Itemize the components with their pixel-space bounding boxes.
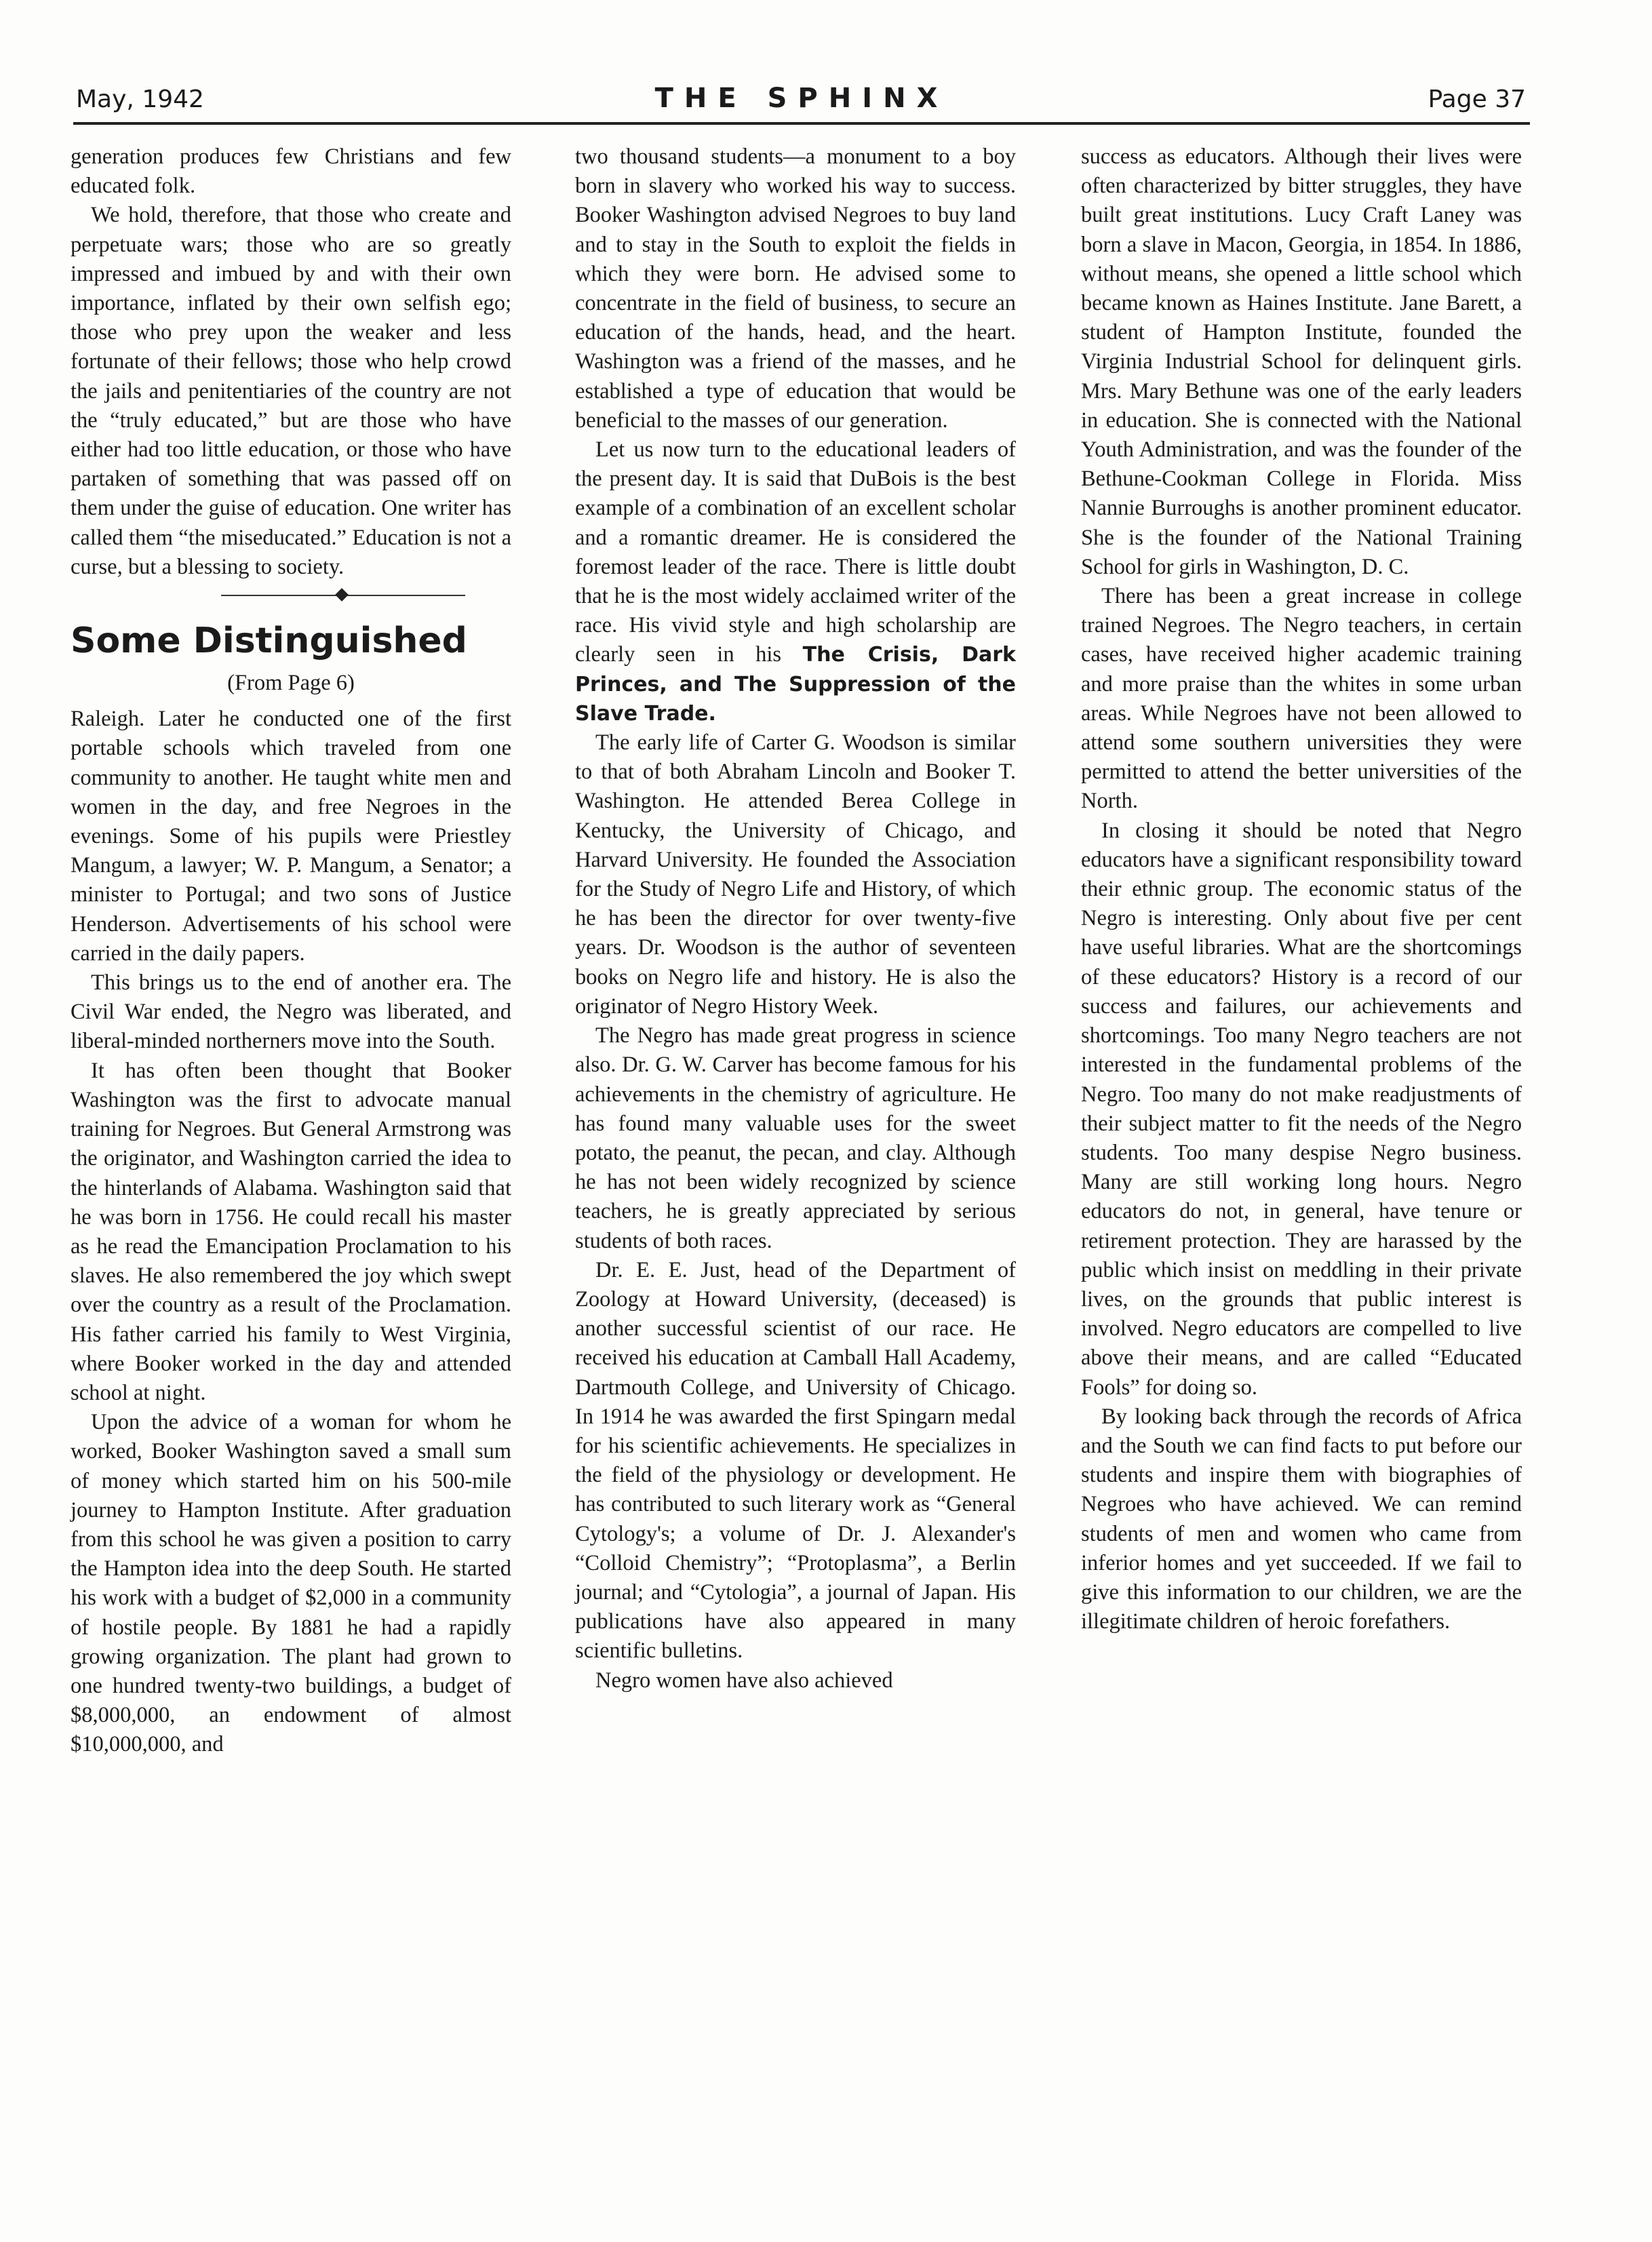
paragraph: The early life of Carter G. Woodson is similar to that of both Abraham Lincoln and Booker T. Washington. He attended Berea College in Kentucky, the University of Chicago, and Harvard University. He founded the Association for the Study of Negro Life and History, of which he has been the director for over twenty-five years. Dr. Woodson is the author of seventeen books on Negro life and history. He is also the originator of Negro History Week. — [575, 730, 1016, 1019]
paragraph: Raleigh. Later he conducted one of the first portable schools which traveled from one community to another. He taught white men and women in the day, and free Negroes in the evenings. Some of his pupils were Priestley Mangum, a lawyer; W. P. Mangum, a Senator; a minister to Portugal; and two sons of Justice Henderson. Advertisements of his school were carried in the daily papers. — [71, 707, 511, 966]
paragraph: In closing it should be noted that Negro educators have a significant responsibility toward their ethnic group. The economic status of the Negro is interesting. Only about five per cent have useful libraries. What are the shortcomings of these educators? History is a record of our success and failures, our achievements and shortcomings. Too many Negro teachers are not interested in the fundamental problems of the Negro. Too many do not make readjustments of their subject matter to fit the needs of the Negro students. Too many despise Negro business. Many are still working long hours. Negro educators do not, in general, have tenure or retirement protection. They are harassed by the public which insist on meddling in their private lives, on the grounds that public interest is involved. Negro educators are compelled to live above their means, and are called “Educated Fools” for doing so. — [1081, 818, 1522, 1400]
book-titles: The Crisis, Dark Princes, and The Suppression of the Slave Trade. — [575, 643, 1017, 726]
paragraph: The Negro has made great progress in science also. Dr. G. W. Carver has become famous for his achievements in the chemistry of agriculture. He has found many valuable uses for the sweet potato, the peanut, the pecan, and clay. Although he has not been widely recognized by science teachers, he is greatly appreciated by serious students of both races. — [575, 1023, 1016, 1253]
paragraph: two thousand students—a monument to a boy born in slavery who worked his way to success. Booker Washington advised Negroes to buy land and to stay in the South to exploit the fields in which they were born. He advised some to concentrate in the field of business, to secure an education of the hands, head, and the heart. Washington was a friend of the masses, and he established a type of education that would be beneficial to the masses of our generation. — [575, 144, 1016, 433]
paragraph: Negro women have also achieved — [595, 1668, 893, 1693]
section-divider — [71, 582, 511, 610]
column-2 — [575, 142, 1016, 1695]
paragraph: By looking back through the records of Africa and the South we can find facts to put before our students and inspire them with biographies of Negroes who have achieved. We can remind students of men and women who came from inferior homes and yet succeeded. If we fail to give this information to our children, we are the illegitimate children of heroic forefathers. — [1081, 1404, 1522, 1634]
issue-date: May, 1942 — [76, 85, 204, 113]
continuation-note: (From Page 6) — [227, 671, 355, 696]
diamond-ornament-icon — [335, 588, 349, 602]
paragraph: There has been a great increase in college trained Negroes. The Negro teachers, in certain cases, have received higher academic training and more praise than the whites in some urban areas. While Negroes have not been allowed to attend some southern universities they were permitted to attend the better universities of the North. — [1081, 584, 1522, 814]
paragraph: Upon the advice of a woman for whom he worked, Booker Washington saved a small sum of money which started him on his 500-mile journey to Hampton Institute. After graduation from this school he was given a position to carry the Hampton idea into the deep South. He started his work with a budget of $2,000 in a community of hostile people. By 1881 he had a rapidly growing organization. The plant had grown to one hundred twenty-two buildings, a budget of $8,000,000, an endowment of almost $10,000,000, and — [71, 1410, 511, 1757]
column-1 — [71, 142, 511, 1760]
section-heading: Some Distinguished — [71, 621, 467, 662]
column-3 — [1081, 142, 1522, 1636]
paragraph-text: Let us now turn to the educational leaders of the present day. It is said that DuBois is the best example of a combination of an excellent scholar and a romantic dreamer. He is considered the foremost leader of the race. There is little doubt that he is the most widely acclaimed writer of the race. His vivid style and high scholarship are clearly seen in his — [575, 437, 1016, 667]
paragraph: It has often been thought that Booker Washington was the first to advocate manual training for Negroes. But General Armstrong was the originator, and Washington carried the idea to the hinterlands of Alabama. Washington said that he was born in 1756. He could recall his master as he read the Emancipation Proclamation to his slaves. He also remembered the joy which swept over the country as a result of the Proclamation. His father carried his family to West Virginia, where Booker worked in the day and attended school at night. — [71, 1058, 511, 1405]
paragraph: success as educators. Although their lives were often characterized by bitter struggles, they have built great institutions. Lucy Craft Laney was born a slave in Macon, Georgia, in 1854. In 1886, without means, she opened a little school which became known as Haines Institute. Jane Barett, a student of Hampton Institute, founded the Virginia Industrial School for delinquent girls. Mrs. Mary Bethune was one of the early leaders in education. She is connected with the National Youth Administration, and was the founder of the Bethune-Cookman College in Florida. Miss Nannie Burroughs is another prominent educator. She is the founder of the National Training School for girls in Washington, D. C. — [1081, 144, 1522, 579]
page-number: Page 37 — [1428, 85, 1526, 113]
paragraph — [575, 435, 1016, 728]
publication-title: THE SPHINX — [654, 83, 949, 114]
paragraph: generation produces few Christians and few educated folk. — [71, 144, 511, 199]
paragraph: This brings us to the end of another era. The Civil War ended, the Negro was liberated, and liberal-minded northerners move into the South. — [71, 970, 511, 1054]
paragraph: We hold, therefore, that those who create and perpetuate wars; those who are so greatly impressed and imbued by and with their own importance, inflated by their own selfish ego; those who prey upon the weaker and less fortunate of their fellows; those who help crowd the jails and penitentiaries of the country are not the “truly educated,” but are those who have either had too little education, or those who have partaken of something that was passed off on them under the guise of education. One writer has called them “the miseducated.” Education is not a curse, but a blessing to society. — [71, 203, 511, 579]
running-header — [73, 80, 1530, 125]
paragraph: Dr. E. E. Just, head of the Department of Zoology at Howard University, (deceased) is another successful scientist of our race. He received his education at Camball Hall Academy, Dartmouth College, and University of Chicago. In 1914 he was awarded the first Spingarn medal for his scientific achievements. He specializes in the field of the physiology or development. He has contributed to such literary work as “General Cytology's; a volume of Dr. J. Alexander's “Colloid Chemistry”; “Protoplasma”, a Berlin journal; and “Cytologia”, a journal of Japan. His publications have also appeared in many scientific bulletins. — [575, 1257, 1016, 1664]
